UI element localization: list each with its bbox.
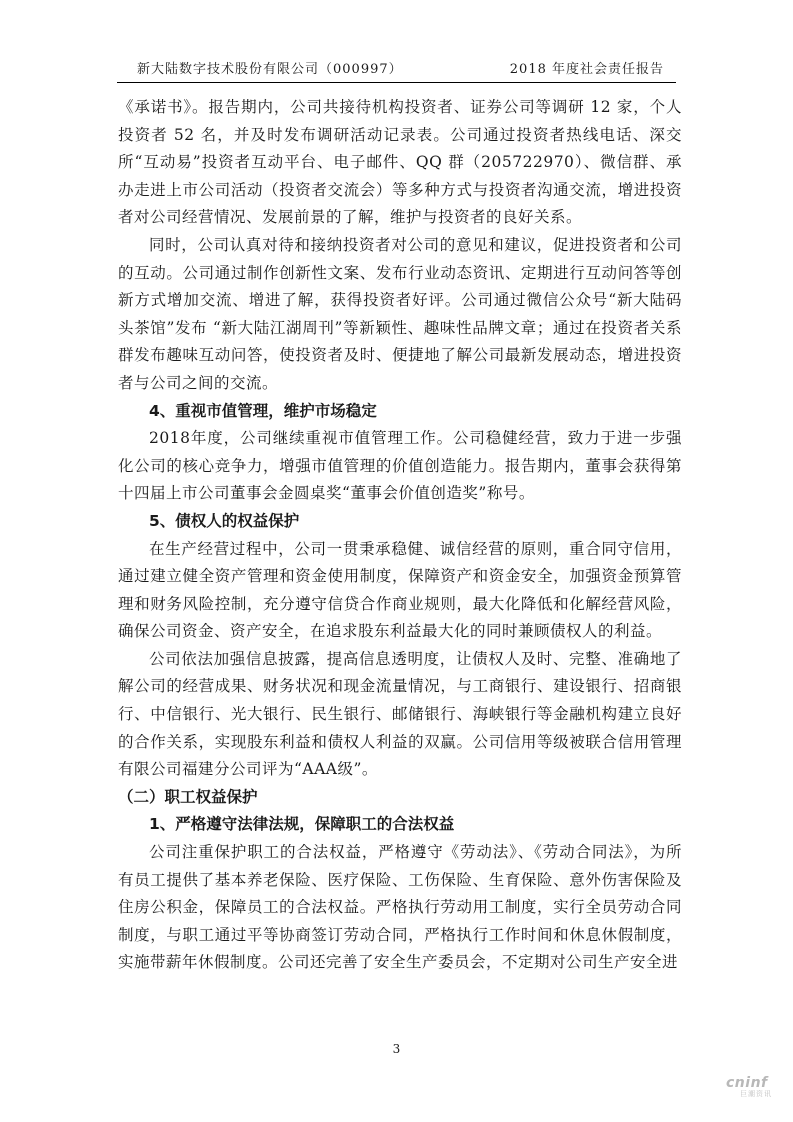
paragraph: 2018年度，公司继续重视市值管理工作。公司稳健经营，致力于进一步强化公司的核心竞争力，增强市值管理的价值创造能力。报告期内，董事会获得第十四届上市公司董事会金圆桌奖“董事会价值创造奖”称号。	[118, 429, 682, 503]
paragraph: 在生产经营过程中，公司一贯秉承稳健、诚信经营的原则，重合同守信用，通过建立健全资产管理和资金使用制度，保障资产和资金安全，加强资金预算管理和财务风险控制，充分遵守信贷合作商业规则，最大化降低和化解经营风险，确保公司资金、资产安全，在追求股东利益最大化的同时兼顾债权人的利益。	[118, 539, 682, 641]
watermark-subtitle: 巨潮资讯	[740, 1090, 772, 1098]
watermark-brand: cninf	[726, 1075, 768, 1091]
chapter-heading: （二）职工权益保护	[118, 787, 258, 806]
page-header	[117, 52, 676, 83]
paragraph: 公司依法加强信息披露，提高信息透明度，让债权人及时、完整、准确地了解公司的经营成果、财务状况和现金流量情况，与工商银行、建设银行、招商银行、中信银行、光大银行、民生银行、邮储银行、海峡银行等金融机构建立良好的合作关系，实现股东利益和债权人利益的双赢。公司信用等级被联合信用管理有限公司福建分公司评为“AAA级”。	[118, 649, 682, 779]
company-name: 新大陆数字技术股份有限公司（000997）	[137, 62, 403, 77]
page-number: 3	[392, 1042, 401, 1056]
report-title: 2018 年度社会责任报告	[509, 62, 664, 77]
section-heading: 1、严格遵守法律法规，保障职工的合法权益	[149, 815, 455, 834]
paragraph: 《承诺书》。报告期内，公司共接待机构投资者、证券公司等调研 12 家，个人投资者 52 名，并及时发布调研活动记录表。公司通过投资者热线电话、深交所“互动易”投资者互动平台、电子邮件、QQ 群（205722970）、微信群、承办走进上市公司活动（投资者交流会）等多种方式与投资者沟通交流，增进投资者对公司经营情况、发展前景的了解，维护与投资者的良好关系。	[118, 98, 682, 227]
paragraph: 公司注重保护职工的合法权益，严格遵守《劳动法》、《劳动合同法》，为所有员工提供了基本养老保险、医疗保险、工伤保险、生育保险、意外伤害保险及住房公积金，保障员工的合法权益。严格执行劳动用工制度，实行全员劳动合同制度，与职工通过平等协商签订劳动合同，严格执行工作时间和休息休假制度，实施带薪年休假制度。公司还完善了安全生产委员会，不定期对公司生产安全进	[118, 843, 682, 972]
paragraph: 同时，公司认真对待和接纳投资者对公司的意见和建议，促进投资者和公司的互动。公司通过制作创新性文案、发布行业动态资讯、定期进行互动问答等创新方式增加交流、增进了解，获得投资者好评。公司通过微信公众号“新大陆码头茶馆”发布 “新大陆江湖周刊”等新颖性、趣味性品牌文章；通过在投资者关系群发布趣味互动问答，使投资者及时、便捷地了解公司最新发展动态，增进投资者与公司之间的交流。	[118, 235, 682, 392]
section-heading: 4、重视市值管理，维护市场稳定	[149, 401, 377, 420]
document-body	[118, 94, 682, 977]
section-heading: 5、债权人的权益保护	[149, 511, 300, 530]
cninf-watermark-logo	[726, 1075, 786, 1113]
